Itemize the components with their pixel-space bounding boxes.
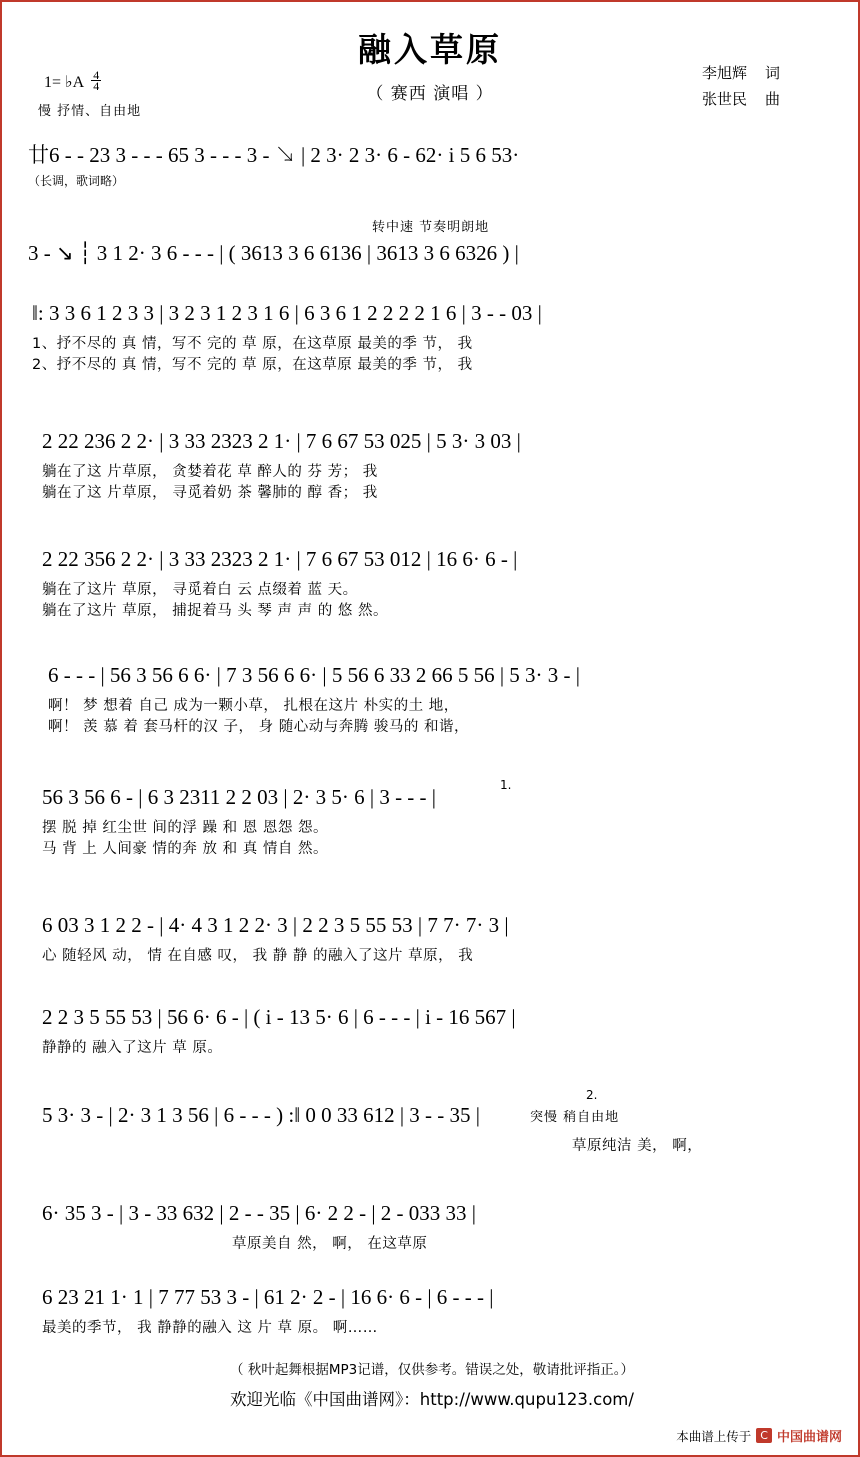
site-logo-icon: C [756,1428,772,1443]
lyricist-name: 李旭辉 [701,64,747,82]
time-signature-bottom: 4 [93,79,100,93]
lyric-line-2: 躺在了这片 草原， 捕捉着马 头 琴 声 声 的 悠 然。 [42,603,388,619]
singer-line: （ 赛西 演唱 ） [366,84,494,104]
lyric-line-1: 1、抒不尽的 真 情，写不 完的 草 原，在这草原 最美的季 节， 我 [32,336,473,352]
notes-line: 3 - ↘ ┆ 3 1 2· 3 6 - - - | ( 3613 3 6 6136 | 3613 3 6 6326 ) | [28,241,519,265]
notes-line: 5 3· 3 - | 2· 3 1 3 56 | 6 - - - ) :‖ 0 0 33 612 | 3 - - 35 | [42,1103,480,1127]
footer-link[interactable]: 欢迎光临《中国曲谱网》：http://www.qupu123.com/ [230,1390,634,1409]
lyric-line-1: 最美的季节， 我 静静的融入 这 片 草 原。 啊…… [42,1320,378,1336]
system-coda-1 [42,1100,702,1157]
uploader-credit [676,1426,842,1445]
intro-annotation: （长调，歌词略） [28,174,125,188]
notes-line: 6 23 21 1· 1 | 7 77 53 3 - | 61 2· 2 - | 16 6· 6 - | 6 - - - | [42,1285,494,1309]
page-title: 融入草原 [358,30,502,69]
notes-line: 2 22 356 2 2· | 3 33 2323 2 1· | 7 6 67 53 012 | 16 6· 6 - | [42,547,518,571]
lyric-line-1: 啊！ 梦 想着 自己 成为一颗小草， 扎根在这片 朴实的土 地， [48,698,459,714]
lyric-line-2: 2、抒不尽的 真 情，写不 完的 草 原，在这草原 最美的季 节， 我 [32,357,473,373]
volta-2-label: 2. [586,1088,598,1102]
system-verse-2 [42,426,521,504]
system-coda-2 [42,1198,476,1255]
lyric-line-1: 草原纯洁 美， 啊， [572,1138,703,1154]
time-signature [91,70,101,91]
lyric-line-1: 草原美自 然， 啊， 在这草原 [232,1236,428,1252]
footer-note: （ 秋叶起舞根据MP3记谱，仅供参考。错误之处，敬请批评指正。） [230,1362,634,1378]
notes-line: 6 03 3 1 2 2 - | 4· 4 3 1 2 2· 3 | 2 2 3 5 55 53 | 7 7· 7· 3 | [42,913,509,937]
time-signature-top: 4 [93,68,100,82]
system-chorus-2 [42,782,436,860]
notes-line: 2 22 236 2 2· | 3 33 2323 2 1· | 7 6 67 53 025 | 5 3· 3 03 | [42,429,521,453]
lyric-line-2: 马 背 上 人间豪 情的奔 放 和 真 情自 然。 [42,841,328,857]
lyric-line-2: 躺在了这 片草原， 寻觅着奶 茶 馨肺的 醇 香； 我 [42,485,378,501]
system-coda-3 [42,1282,493,1339]
lyric-line-1: 摆 脱 掉 红尘世 间的浮 躁 和 恩 恩怨 怨。 [42,820,328,836]
lyric-line-1: 心 随轻风 动， 情 在自感 叹， 我 静 静 的融入了这片 草原， 我 [42,948,474,964]
site-logo-text: 中国曲谱网 [776,1430,842,1445]
lyric-line-1: 躺在了这 片草原， 贪婪着花 草 醉人的 芬 芳； 我 [42,464,378,480]
system-intro-1 [28,140,519,189]
volta-1-label: 1. [500,778,512,792]
lyric-line-1: 躺在了这片 草原， 寻觅着白 云 点缀着 蓝 天。 [42,582,358,598]
notes-line: 2 2 3 5 55 53 | 56 6· 6 - | ( i - 13 5· 6 | 6 - - - | i - 16 567 | [42,1005,516,1029]
notes-line: 6 - - - | 56 3 56 6 6· | 7 3 56 6 6· | 5 56 6 33 2 66 5 56 | 5 3· 3 - | [48,663,580,687]
tempo-note-text: 突慢 稍自由地 [530,1110,620,1125]
key-signature-text: 1= ♭A [44,74,84,91]
lyric-line-2: 啊！ 羡 慕 着 套马杆的汉 子， 身 随心动与奔腾 骏马的 和谐， [48,719,469,735]
notes-line: 6· 35 3 - | 3 - 33 632 | 2 - - 35 | 6· 2 2 - | 2 - 033 33 | [42,1201,476,1225]
system-chorus-3 [42,910,509,967]
notes-line: 56 3 56 6 - | 6 3 2311 2 2 03 | 2· 3 5· 6 | 3 - - - | [42,785,436,809]
tempo-marking: 慢 抒情、自由地 [38,104,142,119]
composer-name: 张世民 [701,90,747,108]
lyric-line-1: 静静的 融入了这片 草 原。 [42,1040,223,1056]
system-intro-2 [28,238,519,268]
system-chorus-4 [42,1002,516,1059]
uploader-label: 本曲谱上传于 [676,1428,752,1444]
key-signature [44,70,101,92]
notes-line: ‖: 3 3 6 1 2 3 3 | 3 2 3 1 2 3 1 6 | 6 3 6 1 2 2 2 2 1 6 | 3 - - 03 | [32,301,542,325]
system-verse-1 [32,298,542,376]
tempo-note-zhongsu [372,216,489,235]
composer-role: 曲 [764,90,780,108]
notes-line: 廿6 - - 23 3 - - - 65 3 - - - 3 - ↘ | 2 3· 2 3· 6 - 62· i 5 6 53· [28,143,520,167]
tempo-note-text: 转中速 节奏明朗地 [372,220,490,235]
lyricist-role: 词 [764,64,780,82]
system-verse-3 [42,544,517,622]
system-chorus-1 [48,660,580,738]
credits [702,60,780,112]
